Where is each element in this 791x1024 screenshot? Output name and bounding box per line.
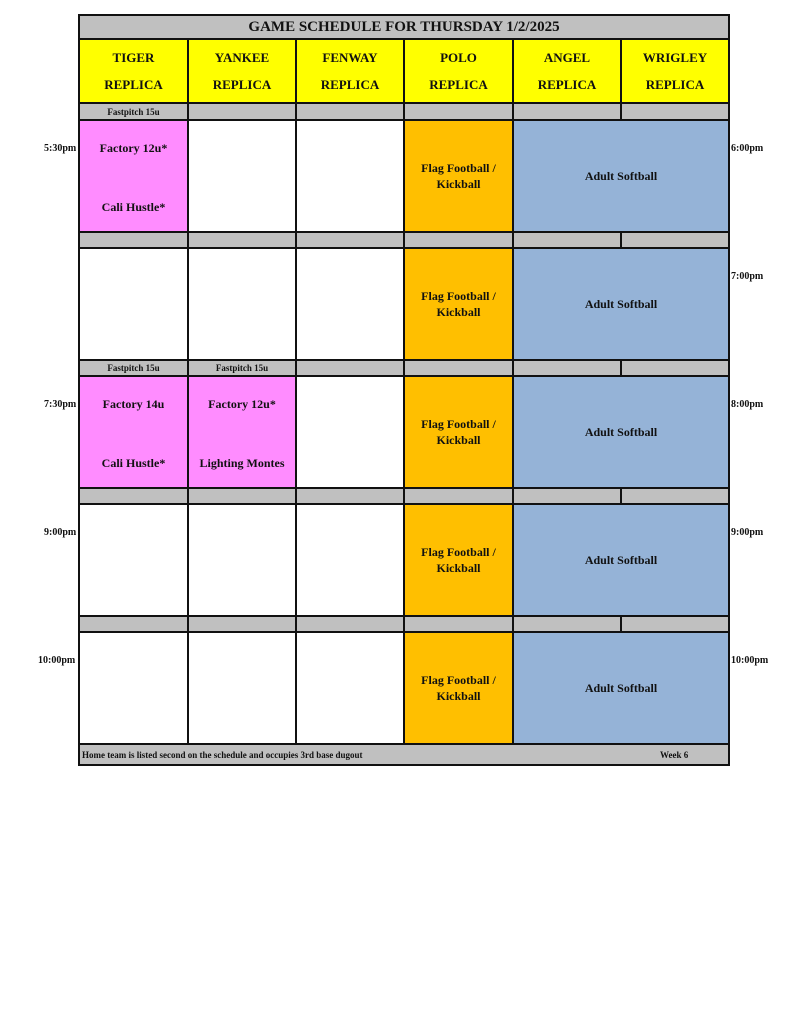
time-label-right: 6:00pm	[731, 143, 764, 154]
field-sub: REPLICA	[320, 76, 380, 92]
event-label: Flag Football / Kickball	[421, 161, 496, 191]
field-header-fenway	[295, 38, 405, 104]
team-home: Lighting Montes	[199, 456, 285, 470]
field-sub: REPLICA	[212, 76, 272, 92]
empty-cell	[295, 119, 405, 233]
empty-cell	[295, 375, 405, 489]
field-name: ANGEL	[543, 49, 591, 65]
field-sub: REPLICA	[537, 76, 597, 92]
division-label: Fastpitch 15u	[78, 102, 189, 121]
event-label: Adult Softball	[584, 553, 658, 567]
game-cell-yankee-2[interactable]	[187, 375, 297, 489]
field-header-polo	[403, 38, 514, 104]
flag-football-cell[interactable]	[403, 119, 514, 233]
empty-cell	[187, 247, 297, 361]
footer-bar	[78, 743, 730, 766]
field-name: POLO	[440, 49, 477, 65]
team-away: Factory 12u*	[208, 397, 276, 411]
field-header-angel	[512, 38, 622, 104]
time-label-left: 10:00pm	[38, 655, 76, 666]
field-sub: REPLICA	[104, 76, 163, 92]
field-header-wrigley	[620, 38, 730, 104]
flag-football-cell[interactable]	[403, 247, 514, 361]
schedule-title-bar	[78, 14, 730, 40]
flag-football-cell[interactable]	[403, 503, 514, 617]
empty-cell	[187, 503, 297, 617]
time-label-left: 5:30pm	[44, 143, 77, 154]
time-label-right: 7:00pm	[731, 271, 764, 282]
time-label-left: 9:00pm	[44, 527, 77, 538]
event-label: Adult Softball	[584, 297, 658, 311]
schedule-title: GAME SCHEDULE FOR THURSDAY 1/2/2025	[248, 18, 560, 35]
field-name: FENWAY	[322, 49, 378, 65]
adult-softball-cell[interactable]	[512, 375, 730, 489]
field-name: YANKEE	[214, 49, 270, 65]
empty-cell	[295, 247, 405, 361]
flag-football-cell[interactable]	[403, 375, 514, 489]
game-cell-tiger-2[interactable]	[78, 375, 189, 489]
field-header-yankee	[187, 38, 297, 104]
time-label-right: 9:00pm	[731, 527, 764, 538]
team-home: Cali Hustle*	[101, 456, 166, 470]
time-label-right: 10:00pm	[731, 655, 769, 666]
empty-cell	[295, 503, 405, 617]
empty-cell	[78, 631, 189, 745]
event-label: Flag Football / Kickball	[421, 545, 496, 575]
flag-football-cell[interactable]	[403, 631, 514, 745]
field-name: TIGER	[112, 49, 155, 65]
empty-cell	[78, 247, 189, 361]
division-label: Fastpitch 15u	[187, 359, 297, 377]
empty-cell	[187, 119, 297, 233]
adult-softball-cell[interactable]	[512, 119, 730, 233]
game-cell-tiger-1[interactable]	[78, 119, 189, 233]
division-label: Fastpitch 15u	[78, 359, 189, 377]
event-label: Adult Softball	[584, 425, 658, 439]
field-sub: REPLICA	[429, 76, 488, 92]
event-label: Adult Softball	[584, 169, 658, 183]
footer-week: Week 6	[660, 750, 689, 760]
team-away: Factory 12u*	[99, 141, 168, 155]
event-label: Flag Football / Kickball	[421, 289, 496, 319]
footer-note: Home team is listed second on the schedule and occupies 3rd base dugout	[82, 750, 363, 760]
empty-cell	[187, 631, 297, 745]
adult-softball-cell[interactable]	[512, 631, 730, 745]
adult-softball-cell[interactable]	[512, 247, 730, 361]
field-header-tiger	[78, 38, 189, 104]
time-label-left: 7:30pm	[44, 399, 77, 410]
field-name: WRIGLEY	[642, 49, 708, 65]
adult-softball-cell[interactable]	[512, 503, 730, 617]
event-label: Flag Football / Kickball	[421, 673, 496, 703]
event-label: Flag Football / Kickball	[421, 417, 496, 447]
event-label: Adult Softball	[584, 681, 658, 695]
field-sub: REPLICA	[645, 76, 705, 92]
team-away: Factory 14u	[102, 397, 165, 411]
time-label-right: 8:00pm	[731, 399, 764, 410]
team-home: Cali Hustle*	[101, 200, 166, 214]
empty-cell	[295, 631, 405, 745]
empty-cell	[78, 503, 189, 617]
